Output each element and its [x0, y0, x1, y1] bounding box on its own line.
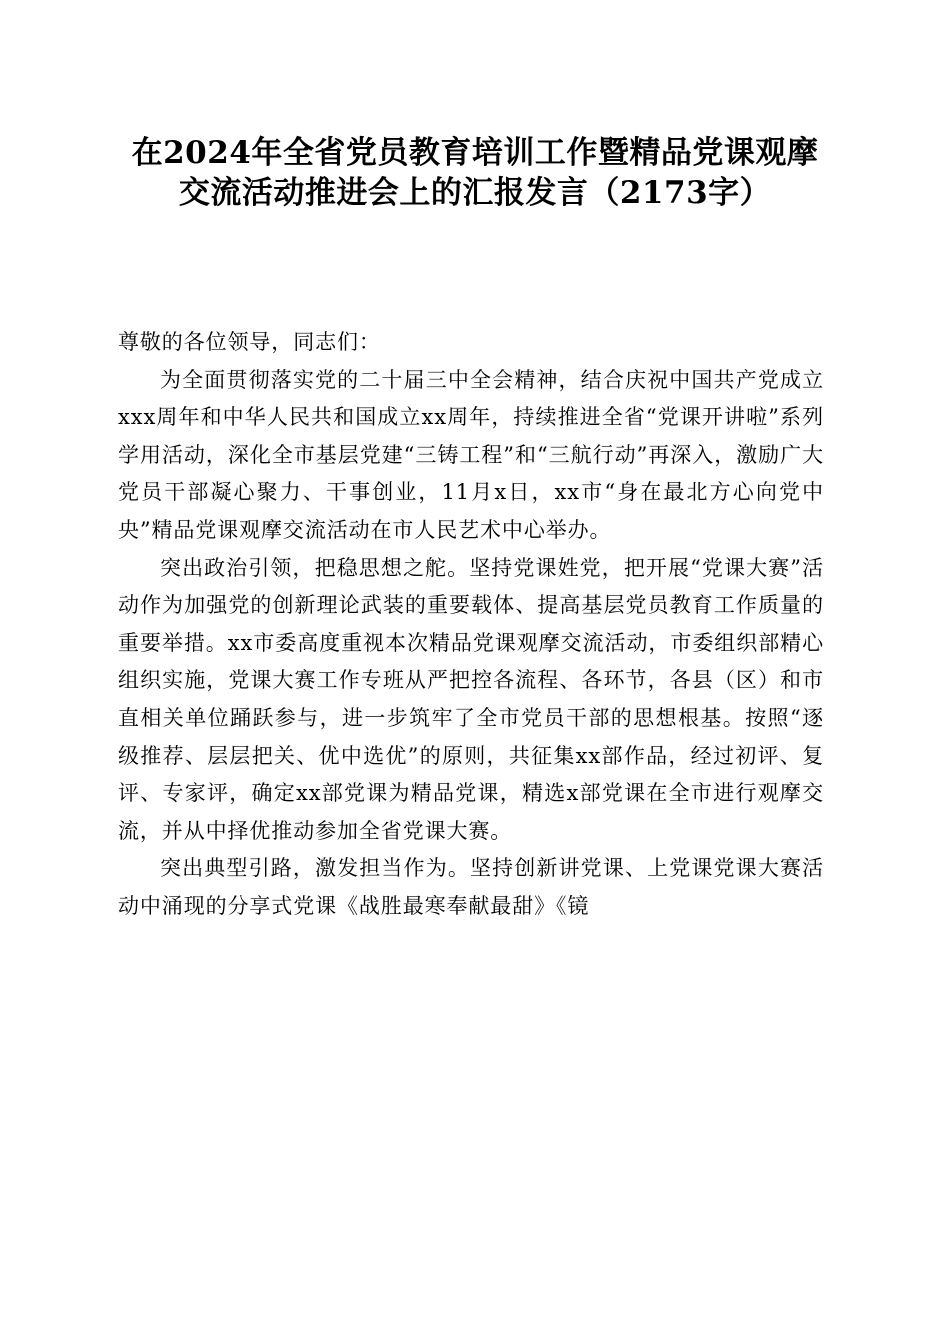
paragraph-typical-examples: 突出典型引路，激发担当作为。坚持创新讲党课、上党课党课大赛活动中涌现的分享式党课《战胜最寒奉献最甜》《镜: [118, 856, 824, 918]
document-body: [118, 324, 824, 926]
document-title: 在2024年全省党员教育培训工作暨精品党课观摩交流活动推进会上的汇报发言（2173字）: [131, 135, 819, 211]
paragraph-intro: 为全面贯彻落实党的二十届三中全会精神，结合庆祝中国共产党成立xxx周年和中华人民共和国成立xx周年，持续推进全省“党课开讲啦”系列学用活动，深化全市基层党建“三铸工程”和“三航行动”再深入，激励广大党员干部凝心聚力、干事创业，11月x日，xx市“身在最北方心向党中央”精品党课观摩交流活动在市人民艺术中心举办。: [118, 367, 824, 542]
salutation: 尊敬的各位领导，同志们：: [118, 330, 381, 354]
paragraph-political-guidance: 突出政治引领，把稳思想之舵。坚持党课姓党，把开展“党课大赛”活动作为加强党的创新理论武装的重要载体、提高基层党员教育工作质量的重要举措。xx市委高度重视本次精品党课观摩交流活动，市委组织部精心组织实施，党课大赛工作专班从严把控各流程、各环节，各县（区）和市直相关单位踊跃参与，进一步筑牢了全市党员干部的思想根基。按照“逐级推荐、层层把关、优中选优”的原则，共征集xx部作品，经过初评、复评、专家评，确定xx部党课为精品党课，精选x部党课在全市进行观摩交流，并从中择优推动参加全省党课大赛。: [118, 555, 824, 843]
